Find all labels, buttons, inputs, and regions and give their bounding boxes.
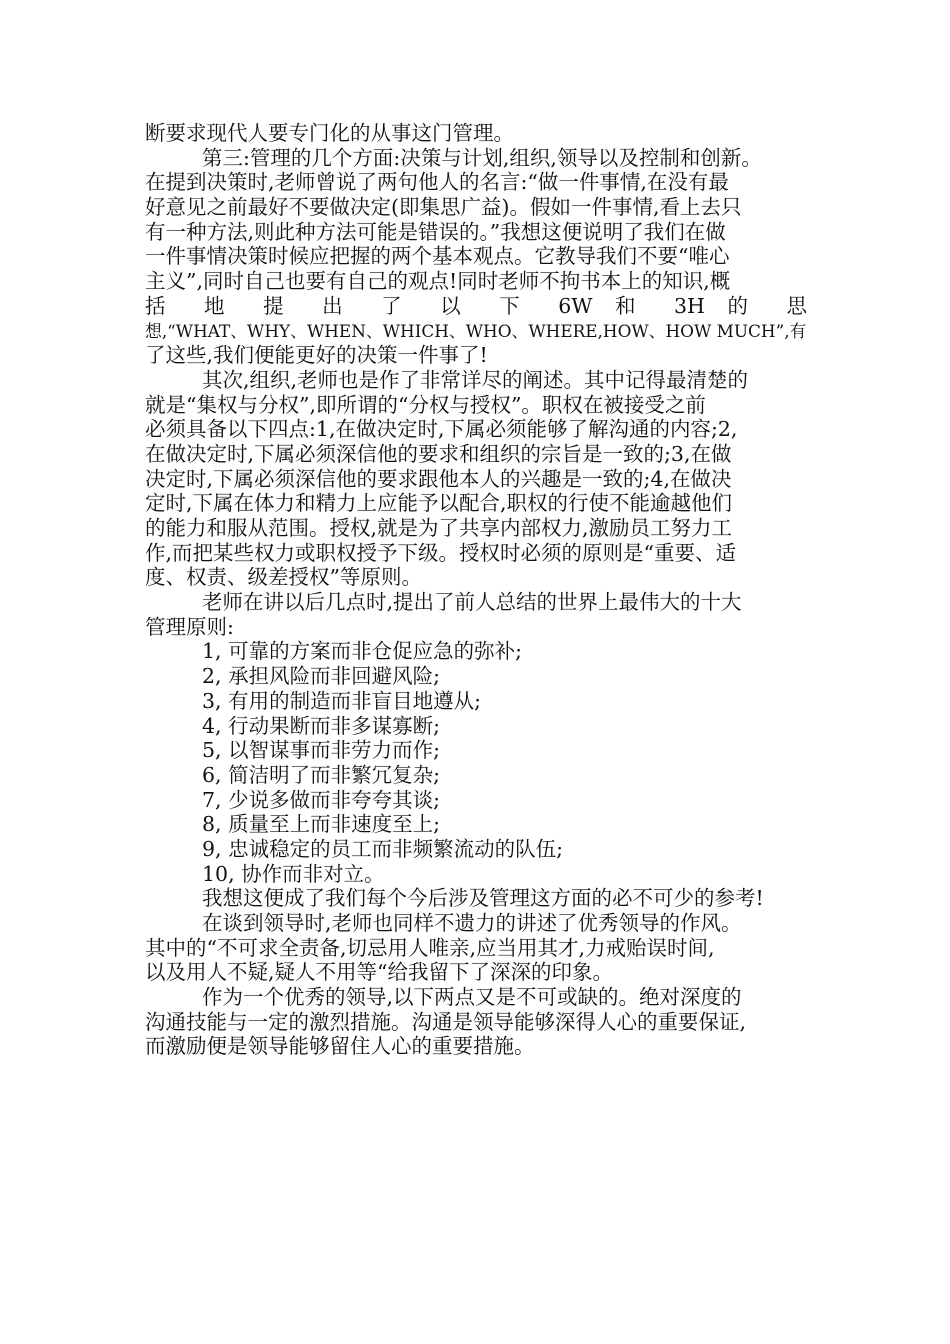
text-line: 在提到决策时,老师曾说了两句他人的名言:“做一件事情,在没有最 (145, 170, 729, 195)
text-line: 有一种方法,则此种方法可能是错误的。”我想这便说明了我们在做 (145, 219, 726, 244)
text-line: 了这些,我们便能更好的决策一件事了! (145, 343, 488, 368)
text-line: 断要求现代人要专门化的从事这门管理。 (145, 121, 514, 145)
text-line: 在做决定时,下属必须深信他的要求和组织的宗旨是一致的;3,在做 (145, 441, 732, 466)
text-line: 老师在讲以后几点时,提出了前人总结的世界上最伟大的十大 (202, 590, 742, 615)
text-line: 4, 行动果断而非多谋寡断; (202, 713, 440, 738)
text-line: 沟通技能与一定的激烈措施。沟通是领导能够深得人心的重要保证, (145, 1009, 747, 1034)
text-line: 2, 承担风险而非回避风险; (202, 664, 440, 689)
text-line: 而激励便是领导能够留住人心的重要措施。 (145, 1034, 535, 1059)
text-line: 必须具备以下四点:1,在做决定时,下属必须能够了解沟通的内容;2, (145, 417, 738, 442)
text-line: 以及用人不疑,疑人不用等“给我留下了深深的印象。 (145, 960, 613, 985)
text-line: 就是“集权与分权”,即所谓的“分权与授权”。职权在被接受之前 (145, 392, 706, 417)
text-line: 3, 有用的制造而非盲目地遵从; (202, 688, 481, 713)
text-line: 7, 少说多做而非夸夸其谈; (202, 787, 440, 812)
text-line: 决定时,下属必须深信他的要求跟他本人的兴趣是一致的;4,在做决 (145, 466, 732, 491)
text-line: 想,“WHAT、WHY、WHEN、WHICH、WHO、WHERE,HOW、HOW MUCH”,有 (145, 320, 807, 341)
text-line: 度、权责、级差授权”等原则。 (145, 565, 422, 590)
text-line: 在谈到领导时,老师也同样不遗力的讲述了优秀领导的作风。 (202, 911, 742, 935)
text-line: 8, 质量至上而非速度至上; (202, 812, 440, 837)
text-line: 一件事情决策时候应把握的两个基本观点。它教导我们不要“唯心 (145, 244, 730, 269)
text-line: 我想这便成了我们每个今后涉及管理这方面的必不可少的参考! (202, 886, 764, 911)
text-line: 好意见之前最好不要做决定(即集思广益)。假如一件事情,看上去只 (145, 195, 742, 220)
document-page (145, 121, 807, 1059)
text-line: 1, 可靠的方案而非仓促应急的弥补; (202, 639, 522, 664)
text-line: 其次,组织,老师也是作了非常详尽的阐述。其中记得最清楚的 (202, 367, 749, 392)
text-line: 括 地 提 出 了 以 下 6W 和 3H 的 思 (145, 293, 807, 318)
text-line: 作,而把某些权力或职权授予下级。授权时必须的原则是“重要、适 (145, 540, 736, 565)
text-line: 作为一个优秀的领导,以下两点又是不可或缺的。绝对深度的 (202, 985, 742, 1010)
text-line: 9, 忠诚稳定的员工而非频繁流动的队伍; (202, 836, 563, 861)
text-line: 6, 简洁明了而非繁冗复杂; (202, 762, 440, 787)
text-line: 的能力和服从范围。授权,就是为了共享内部权力,激励员工努力工 (145, 516, 733, 540)
text-line: 第三:管理的几个方面:决策与计划,组织,领导以及控制和创新。 (202, 145, 762, 170)
text-line: 管理原则: (145, 614, 234, 639)
text-line: 5, 以智谋事而非劳力而作; (202, 738, 440, 763)
text-line: 定时,下属在体力和精力上应能予以配合,职权的行使不能逾越他们 (145, 491, 733, 516)
text-line: 10, 协作而非对立。 (202, 861, 385, 886)
text-line: 其中的“不可求全责备,切忌用人唯亲,应当用其才,力戒贻误时间, (145, 935, 715, 960)
text-line: 主义”,同时自己也要有自己的观点!同时老师不拘书本上的知识,概 (145, 269, 731, 294)
